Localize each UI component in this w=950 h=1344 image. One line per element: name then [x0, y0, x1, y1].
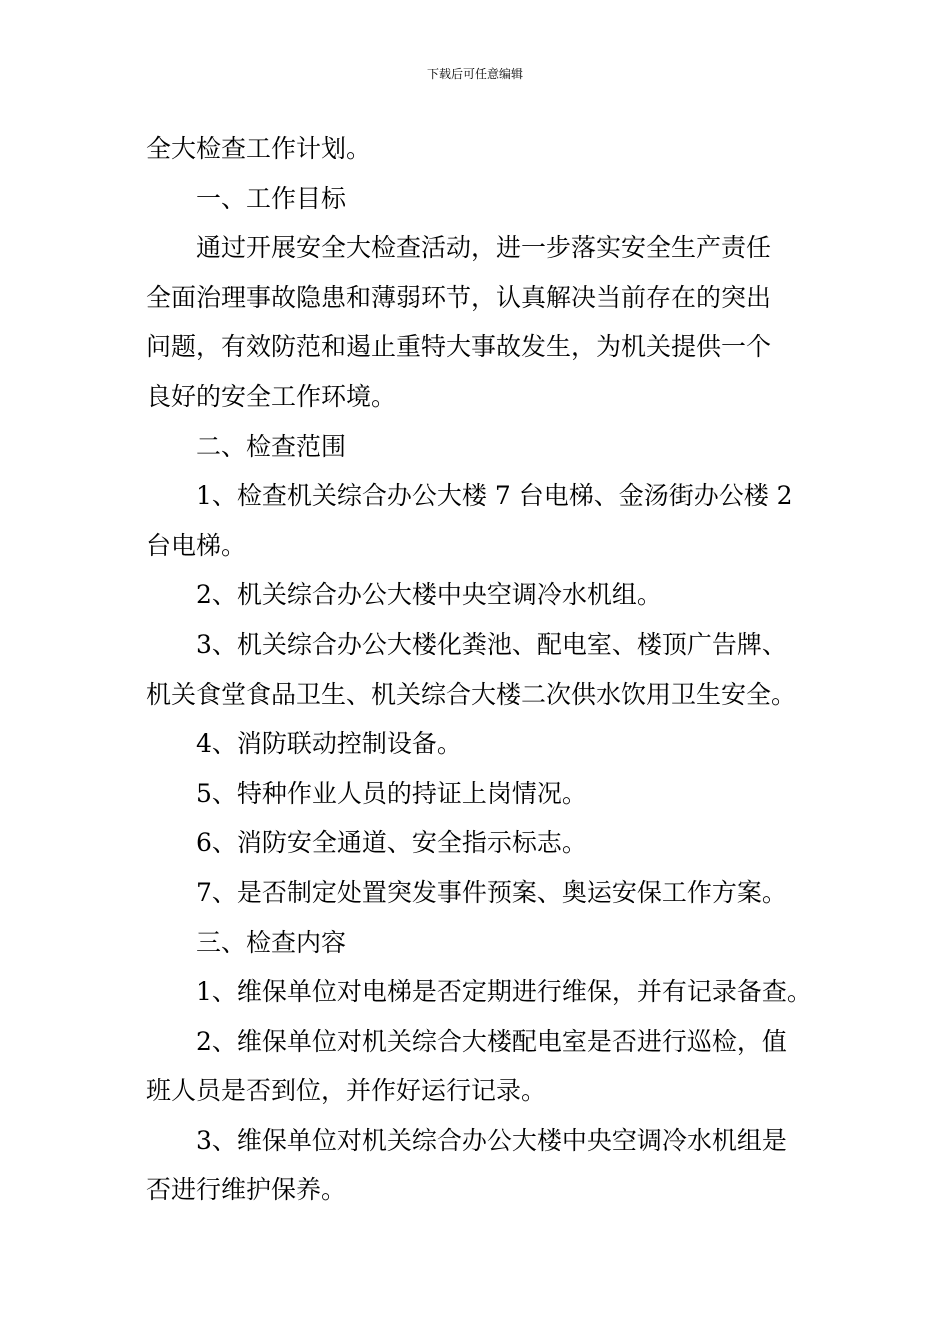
list-item-continuation: 台电梯。 — [146, 530, 247, 560]
list-item: 2、机关综合办公大楼中央空调冷水机组。 — [196, 580, 662, 610]
list-item: 1、维保单位对电梯是否定期进行维保，并有记录备查。 — [196, 977, 812, 1007]
body-line: 全面治理事故隐患和薄弱环节，认真解决当前存在的突出 — [146, 282, 772, 312]
list-item: 4、消防联动控制设备。 — [196, 729, 462, 759]
body-line: 全大检查工作计划。 — [146, 134, 372, 163]
list-item: 6、消防安全通道、安全指示标志。 — [196, 828, 587, 858]
list-item: 3、维保单位对机关综合办公大楼中央空调冷水机组是 — [196, 1125, 787, 1155]
body-line: 问题，有效防范和遏止重特大事故发生，为机关提供一个 — [146, 332, 772, 362]
body-line: 良好的安全工作环境。 — [146, 381, 397, 411]
document-body — [146, 124, 812, 1215]
list-item: 7、是否制定处置突发事件预案、奥运安保工作方案。 — [196, 877, 787, 907]
list-item-continuation: 班人员是否到位，并作好运行记录。 — [146, 1076, 547, 1106]
list-item: 3、机关综合办公大楼化粪池、配电室、楼顶广告牌、 — [196, 629, 787, 659]
section-heading: 一、工作目标 — [196, 183, 347, 213]
section-heading: 二、检查范围 — [196, 431, 347, 461]
section-heading: 三、检查内容 — [196, 927, 347, 957]
list-item: 2、维保单位对机关综合大楼配电室是否进行巡检，值 — [196, 1026, 787, 1056]
list-item: 5、特种作业人员的持证上岗情况。 — [196, 778, 587, 808]
list-item-continuation: 机关食堂食品卫生、机关综合大楼二次供水饮用卫生安全。 — [146, 679, 797, 709]
page-header-note: 下载后可任意编辑 — [426, 67, 523, 81]
list-item-continuation: 否进行维护保养。 — [146, 1175, 347, 1205]
body-line: 通过开展安全大检查活动，进一步落实安全生产责任 — [196, 233, 772, 263]
list-item: 1、检查机关综合办公大楼 7 台电梯、金汤街办公楼 2 — [196, 481, 793, 511]
